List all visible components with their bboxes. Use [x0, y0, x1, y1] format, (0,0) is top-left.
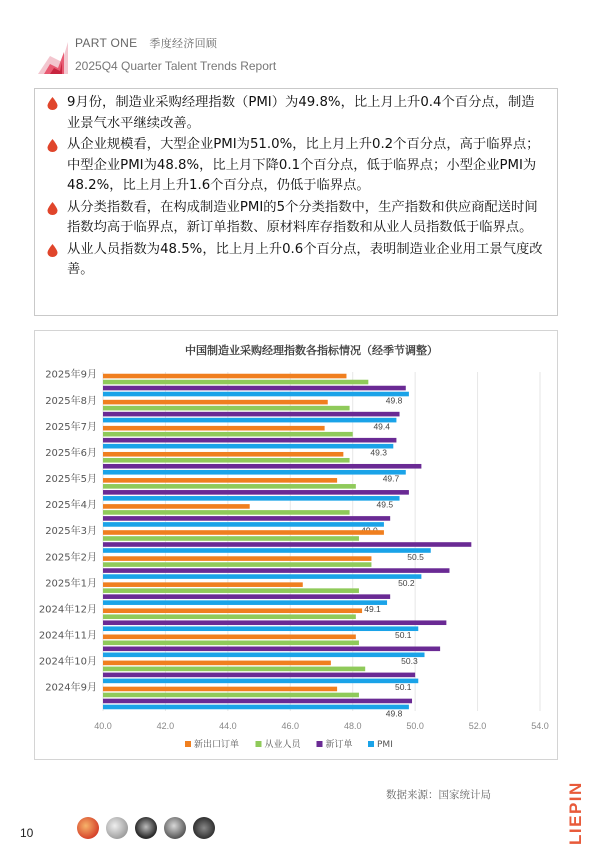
bar	[103, 490, 409, 495]
bar	[103, 548, 431, 553]
bar	[103, 653, 425, 658]
legend-label: 从业人员	[264, 740, 301, 750]
drop-bullet-icon	[47, 139, 58, 152]
drop-bullet-icon	[47, 244, 58, 257]
data-label: 49.8	[385, 395, 403, 406]
bar	[103, 608, 362, 613]
bar	[103, 386, 406, 391]
bar	[103, 614, 356, 619]
bar	[103, 620, 446, 625]
thumbnail-image	[77, 817, 99, 839]
bar	[103, 444, 393, 449]
bar	[103, 661, 331, 666]
bar	[103, 635, 356, 640]
bar	[103, 496, 400, 501]
chart-canvas	[35, 331, 559, 761]
summary-bullet	[45, 93, 547, 134]
x-tick-label: 50.0	[406, 721, 424, 731]
bar	[103, 406, 350, 411]
x-tick-label: 46.0	[281, 721, 300, 731]
bar	[103, 647, 440, 652]
data-label: 50.5	[407, 551, 424, 562]
drop-bullet-icon	[47, 97, 58, 110]
bar	[103, 374, 346, 379]
data-label: 49.4	[373, 421, 391, 432]
section-title: 季度经济回顾	[149, 37, 218, 50]
bar	[103, 582, 303, 587]
category-label: 2025年6月	[45, 447, 97, 459]
bar	[103, 478, 337, 483]
bar	[103, 699, 412, 704]
bar	[103, 705, 409, 710]
bar	[103, 530, 384, 535]
bar	[103, 522, 384, 527]
bar	[103, 400, 328, 405]
legend-swatch	[256, 741, 262, 747]
legend-label: PMI	[377, 740, 393, 750]
category-label: 2025年2月	[45, 552, 97, 564]
data-label: 49.1	[364, 603, 381, 614]
bar	[103, 679, 418, 684]
thumbnail-image	[164, 817, 186, 839]
part-label	[75, 35, 217, 51]
pmi-chart	[34, 330, 558, 760]
bar	[103, 418, 396, 423]
bar	[103, 504, 250, 509]
bar	[103, 464, 421, 469]
category-label: 2025年8月	[45, 395, 97, 407]
bar	[103, 510, 350, 515]
bar	[103, 568, 449, 573]
bar	[103, 687, 337, 692]
legend-label: 新出口订单	[194, 740, 240, 750]
summary-bullet	[45, 240, 547, 281]
chart-title: 中国制造业采购经理指数各指标情况（经季节调整）	[185, 344, 438, 357]
x-tick-label: 44.0	[219, 721, 237, 731]
x-tick-label: 52.0	[468, 721, 487, 731]
bar	[103, 516, 390, 521]
x-tick-label: 48.0	[343, 721, 362, 731]
x-tick-label: 40.0	[94, 721, 112, 731]
data-label: 50.2	[398, 577, 415, 588]
thumbnail-image	[106, 817, 128, 839]
data-label: 49.8	[385, 708, 403, 719]
bar	[103, 412, 400, 417]
category-label: 2025年3月	[45, 526, 97, 538]
bar	[103, 673, 415, 678]
bar	[103, 458, 350, 463]
thumbnail-image	[135, 817, 157, 839]
bar	[103, 562, 371, 567]
category-label: 2025年1月	[45, 578, 97, 590]
legend-swatch	[185, 741, 191, 747]
bar	[103, 432, 353, 437]
summary-box	[34, 88, 558, 316]
data-label: 50.1	[394, 682, 412, 693]
bar	[103, 438, 396, 443]
bar	[103, 470, 406, 475]
summary-bullet-text: 从分类指数看，在构成制造业PMI的5个分类指数中，生产指数和供应商配送时间指数均高于临界点，新订单指数、原材料库存指数和从业人员指数低于临界点。	[67, 199, 538, 235]
bar	[103, 693, 359, 698]
data-label: 50.1	[394, 630, 412, 641]
data-label: 49.5	[376, 499, 394, 510]
category-label: 2025年5月	[45, 474, 97, 486]
category-label: 2024年9月	[45, 682, 97, 694]
bar	[103, 600, 387, 605]
data-label: 49.7	[382, 473, 400, 484]
report-logo-icon	[36, 38, 70, 76]
bar	[103, 594, 390, 599]
summary-bullet-text: 9月份，制造业采购经理指数（PMI）为49.8%，比上月上升0.4个百分点，制造业景气水平继续改善。	[67, 95, 535, 131]
brand-logo	[552, 765, 592, 846]
summary-bullet-text: 从企业规模看，大型企业PMI为51.0%，比上月上升0.2个百分点，高于临界点；中型企业PMI为48.8%，比上月下降0.1个百分点，低于临界点；小型企业PMI为48.2%，比上月上升1.6个百分点，仍低于临界点。	[67, 137, 540, 193]
bar	[103, 667, 365, 672]
summary-bullet	[45, 198, 547, 239]
bar	[103, 556, 371, 561]
bar	[103, 542, 471, 547]
bar	[103, 380, 368, 385]
category-label: 2024年10月	[38, 656, 97, 668]
category-label: 2024年11月	[38, 630, 97, 642]
category-label: 2024年12月	[38, 604, 97, 616]
page-number: 10	[20, 826, 34, 840]
bar	[103, 588, 359, 593]
bar	[103, 392, 409, 397]
bar	[103, 641, 359, 646]
x-tick-label: 54.0	[531, 721, 549, 731]
data-label: 50.3	[401, 656, 418, 667]
bar	[103, 574, 421, 579]
bar	[103, 626, 418, 631]
part-number: PART ONE	[75, 36, 138, 50]
drop-bullet-icon	[47, 202, 58, 215]
category-label: 2025年4月	[45, 500, 97, 512]
x-tick-label: 42.0	[156, 721, 175, 731]
legend-swatch	[368, 741, 374, 747]
bar	[103, 426, 325, 431]
svg-text:LIEPIN: LIEPIN	[566, 781, 585, 845]
data-label: 49.3	[370, 447, 387, 458]
legend-label: 新订单	[325, 740, 353, 750]
report-title: 2025Q4 Quarter Talent Trends Report	[75, 59, 277, 73]
bar	[103, 536, 359, 541]
category-label: 2025年9月	[45, 369, 97, 381]
bar	[103, 452, 343, 457]
category-label: 2025年7月	[45, 421, 97, 433]
bar	[103, 484, 356, 489]
legend-swatch	[317, 741, 323, 747]
summary-bullet	[45, 135, 547, 197]
summary-bullet-text: 从业人员指数为48.5%，比上月上升0.6个百分点，表明制造业企业用工景气度改善。	[67, 241, 543, 277]
thumbnail-image	[193, 817, 215, 839]
data-source: 数据来源：国家统计局	[386, 789, 491, 801]
